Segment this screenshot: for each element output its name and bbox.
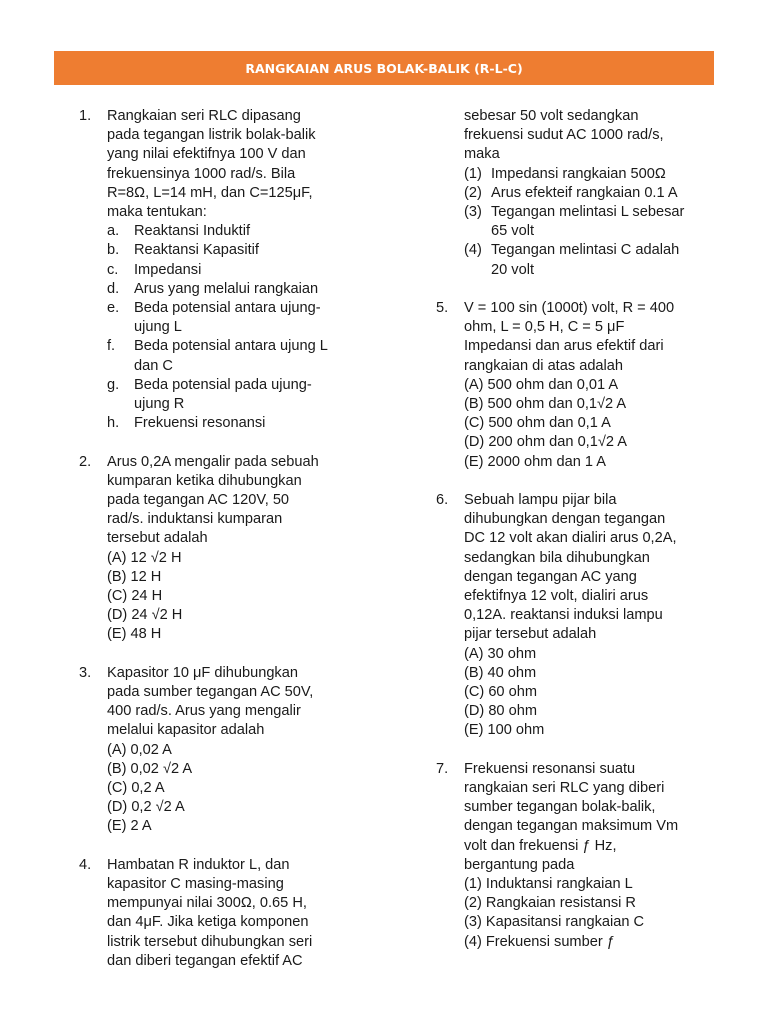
answer-option: (B) 12 H	[107, 568, 162, 585]
question-text: pada tegangan listrik bolak-balik	[107, 127, 316, 144]
question-number: 4.	[79, 856, 92, 873]
answer-option: (1) Induktansi rangkaian L	[464, 876, 633, 893]
sub-item-marker: f.	[107, 338, 116, 355]
statement-item	[464, 184, 736, 203]
question-text: mempunyai nilai 300Ω, 0.65 H,	[107, 895, 307, 912]
question-4-continued	[436, 107, 736, 280]
question-text: 0,12A. reaktansi induksi lampu	[464, 607, 663, 624]
statement-marker: (1)	[464, 165, 482, 182]
statement-item	[464, 241, 736, 260]
sub-item-text: Arus yang melalui rangkaian	[134, 280, 319, 297]
sub-item-marker: a.	[107, 223, 120, 240]
question-number: 7.	[436, 760, 449, 777]
answer-option: (D) 0,2 √2 A	[107, 799, 185, 816]
answer-option: (A) 0,02 A	[107, 741, 172, 758]
question-number: 5.	[436, 300, 449, 317]
question-text: ohm, L = 0,5 H, C = 5 μF	[464, 319, 625, 336]
question-number: 3.	[79, 664, 92, 681]
question-text: Hambatan R induktor L, dan	[107, 856, 290, 873]
answer-option: (A) 30 ohm	[464, 645, 537, 662]
statement-marker: (3)	[464, 204, 482, 221]
sub-item-marker: d.	[107, 280, 120, 297]
sub-item-continuation	[107, 395, 379, 414]
statement-text: 65 volt	[491, 223, 534, 240]
sub-item	[107, 376, 379, 395]
question-5	[436, 299, 736, 472]
answer-option: (C) 24 H	[107, 588, 163, 605]
question-text: listrik tersebut dihubungkan seri	[107, 933, 313, 950]
question-text: 400 rad/s. Arus yang mengalir	[107, 703, 301, 720]
statement-marker: (2)	[464, 184, 482, 201]
question-text: dihubungkan dengan tegangan	[464, 511, 666, 528]
sub-item-text: Reaktansi Kapasitif	[134, 242, 259, 259]
statement-text: 20 volt	[491, 261, 534, 278]
question-text: kapasitor C masing-masing	[107, 876, 284, 893]
question-text: frekuensi sudut AC 1000 rad/s,	[464, 127, 664, 144]
question-7	[436, 760, 736, 952]
question-text: dengan tegangan maksimum Vm	[464, 818, 679, 835]
answer-option: (4) Frekuensi sumber ƒ	[464, 933, 615, 950]
question-text: efektifnya 12 volt, dialiri arus	[464, 588, 649, 605]
answer-option: (E) 48 H	[107, 626, 162, 643]
sub-item-text: ujung R	[134, 396, 185, 413]
statement-text: Tegangan melintasi C adalah	[491, 242, 680, 259]
answer-option: (B) 500 ohm dan 0,1√2 A	[464, 396, 627, 413]
question-number: 2.	[79, 453, 92, 470]
question-text: DC 12 volt akan dialiri arus 0,2A,	[464, 530, 677, 547]
question-text: pada tegangan AC 120V, 50	[107, 492, 290, 509]
sub-item-marker: c.	[107, 261, 119, 278]
sub-item-text: Beda potensial antara ujung L	[134, 338, 328, 355]
question-text: Impedansi dan arus efektif dari	[464, 338, 664, 355]
question-text: pada sumber tegangan AC 50V,	[107, 684, 314, 701]
question-text: yang nilai efektifnya 100 V dan	[107, 146, 306, 163]
question-text: tersebut adalah	[107, 530, 208, 547]
answer-option: (E) 100 ohm	[464, 722, 545, 739]
sub-item	[107, 299, 379, 318]
statement-text: Impedansi rangkaian 500Ω	[491, 165, 666, 182]
question-text: maka tentukan:	[107, 204, 207, 221]
answer-option: (D) 80 ohm	[464, 703, 537, 720]
question-text: dan diberi tegangan efektif AC	[107, 952, 303, 969]
sub-item-marker: g.	[107, 376, 120, 393]
question-text: frekuensinya 1000 rad/s. Bila	[107, 165, 296, 182]
question-text: rangkaian seri RLC yang diberi	[464, 780, 665, 797]
question-text: Arus 0,2A mengalir pada sebuah	[107, 453, 319, 470]
question-text: dan 4μF. Jika ketiga komponen	[107, 914, 309, 931]
sub-item-marker: h.	[107, 415, 120, 432]
statement-text: Tegangan melintasi L sebesar	[491, 204, 685, 221]
sub-item-text: Beda potensial antara ujung-	[134, 300, 321, 317]
question-number: 1.	[79, 108, 92, 124]
sub-item-text: Impedansi	[134, 261, 202, 278]
question-text: Sebuah lampu pijar bila	[464, 492, 617, 509]
question-number: 6.	[436, 492, 449, 509]
question-text: sedangkan bila dihubungkan	[464, 549, 650, 566]
question-text: V = 100 sin (1000t) volt, R = 400	[464, 300, 675, 317]
sub-item-text: dan C	[134, 357, 173, 374]
sub-item	[107, 222, 379, 241]
page-title-banner	[54, 51, 714, 85]
answer-option: (A) 12 √2 H	[107, 549, 182, 566]
answer-option: (C) 0,2 A	[107, 780, 165, 797]
statement-continuation	[464, 261, 736, 280]
answer-option: (E) 2 A	[107, 818, 152, 835]
sub-item	[107, 241, 379, 260]
question-3	[79, 664, 379, 837]
question-text: pijar tersebut adalah	[464, 626, 597, 643]
question-4	[79, 856, 379, 971]
question-text: rad/s. induktansi kumparan	[107, 511, 283, 528]
answer-option: (D) 24 √2 H	[107, 607, 183, 624]
sub-item-text: Frekuensi resonansi	[134, 415, 266, 432]
sub-item	[107, 337, 379, 356]
question-text: Frekuensi resonansi suatu	[464, 760, 636, 777]
answer-option: (B) 0,02 √2 A	[107, 760, 193, 777]
answer-option: (3) Kapasitansi rangkaian C	[464, 914, 645, 931]
page-title: RANGKAIAN ARUS BOLAK-BALIK (R-L-C)	[245, 60, 523, 76]
question-text: Kapasitor 10 μF dihubungkan	[107, 664, 298, 681]
question-6	[436, 491, 736, 741]
question-text: kumparan ketika dihubungkan	[107, 472, 302, 489]
answer-option: (D) 200 ohm dan 0,1√2 A	[464, 434, 627, 451]
question-text: dengan tegangan AC yang	[464, 568, 637, 585]
question-text: maka	[464, 146, 500, 163]
sub-item-continuation	[107, 357, 379, 376]
question-2	[79, 453, 379, 645]
answer-option: (B) 40 ohm	[464, 664, 537, 681]
answer-option: (C) 500 ohm dan 0,1 A	[464, 415, 611, 432]
sub-item-text: ujung L	[134, 319, 182, 336]
statement-item	[464, 203, 736, 222]
sub-item-text: Reaktansi Induktif	[134, 223, 251, 240]
question-text: R=8Ω, L=14 mH, dan C=125μF,	[107, 184, 313, 201]
question-text: sebesar 50 volt sedangkan	[464, 108, 639, 124]
question-text: melalui kapasitor adalah	[107, 722, 265, 739]
statement-text: Arus efekteif rangkaian 0.1 A	[491, 184, 678, 201]
answer-option: (A) 500 ohm dan 0,01 A	[464, 376, 619, 393]
answer-option: (2) Rangkaian resistansi R	[464, 895, 636, 912]
sub-item-continuation	[107, 318, 379, 337]
sub-item-marker: e.	[107, 300, 120, 317]
statement-item	[464, 165, 736, 184]
sub-item	[107, 261, 379, 280]
statement-continuation	[464, 222, 736, 241]
question-1	[79, 107, 379, 433]
question-text: bergantung pada	[464, 856, 575, 873]
statement-marker: (4)	[464, 242, 482, 259]
sub-item-text: Beda potensial pada ujung-	[134, 376, 312, 393]
left-column	[79, 107, 379, 990]
question-text: Rangkaian seri RLC dipasang	[107, 108, 301, 124]
question-text: volt dan frekuensi ƒ Hz,	[464, 837, 617, 854]
question-text: sumber tegangan bolak-balik,	[464, 799, 656, 816]
question-text: rangkaian di atas adalah	[464, 357, 624, 374]
sub-item	[107, 414, 379, 433]
sub-item	[107, 280, 379, 299]
sub-item-marker: b.	[107, 242, 120, 259]
answer-option: (C) 60 ohm	[464, 684, 537, 701]
answer-option: (E) 2000 ohm dan 1 A	[464, 453, 606, 470]
right-column	[436, 107, 736, 971]
